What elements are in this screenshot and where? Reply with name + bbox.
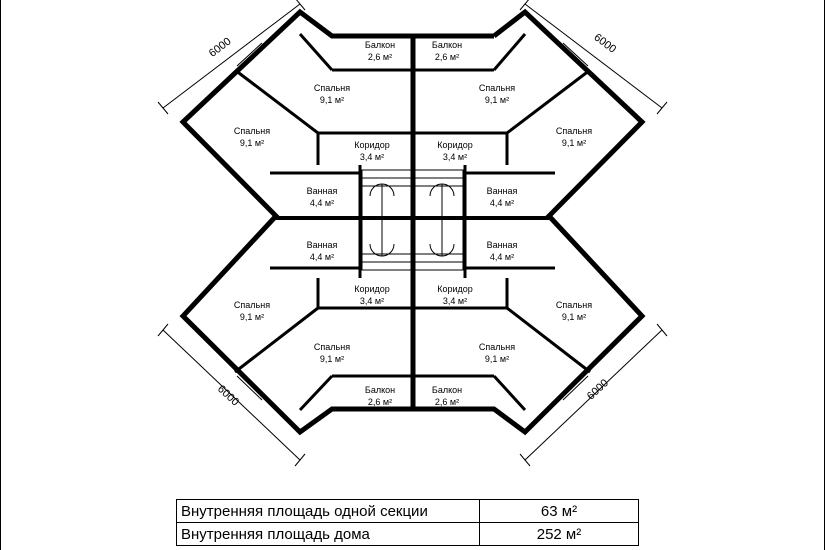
table-row — [177, 523, 639, 546]
room-area: 9,1 м² — [484, 354, 510, 364]
room-name: Спальня — [555, 126, 593, 136]
table-cell-value: 252 м² — [480, 523, 639, 546]
room-area: 9,1 м² — [561, 312, 587, 322]
room-name: Ванная — [486, 186, 518, 196]
room-name: Коридор — [437, 140, 473, 150]
room-bedroom-bottom-left-inner — [314, 342, 350, 364]
room-name: Балкон — [431, 385, 463, 395]
room-name: Спальня — [233, 300, 271, 310]
room-area: 3,4 м² — [442, 296, 468, 306]
room-area: 3,4 м² — [359, 296, 385, 306]
room-area: 3,4 м² — [359, 152, 385, 162]
room-name: Балкон — [364, 40, 396, 50]
dimension-label-bottom-right: 6000 — [584, 377, 611, 403]
room-area: 2,6 м² — [434, 52, 460, 62]
dimension-label-bottom-left: 6000 — [215, 383, 242, 409]
room-area: 9,1 м² — [484, 95, 510, 105]
room-area: 4,4 м² — [489, 198, 515, 208]
room-name: Спальня — [313, 342, 351, 352]
room-bedroom-top-left-inner — [314, 83, 350, 105]
table-cell-label: Внутренняя площадь одной секции — [177, 500, 480, 523]
room-area: 9,1 м² — [561, 138, 587, 148]
room-name: Спальня — [233, 126, 271, 136]
room-area: 4,4 м² — [309, 198, 335, 208]
room-area: 2,6 м² — [367, 52, 393, 62]
room-corridor-bottom-left — [354, 284, 390, 306]
area-summary-table — [176, 499, 639, 546]
room-name: Ванная — [306, 240, 338, 250]
room-area: 3,4 м² — [442, 152, 468, 162]
room-name: Спальня — [313, 83, 351, 93]
room-area: 2,6 м² — [434, 397, 460, 407]
room-balcony-top-left — [365, 40, 395, 62]
room-name: Ванная — [486, 240, 518, 250]
room-area: 4,4 м² — [489, 252, 515, 262]
room-corridor-top-right — [437, 140, 473, 162]
interior-walls — [235, 34, 593, 410]
room-bathroom-bottom-right — [487, 240, 518, 262]
room-balcony-bottom-left — [365, 385, 395, 407]
room-bedroom-bottom-right-outer — [556, 300, 592, 322]
room-name: Спальня — [478, 83, 516, 93]
room-corridor-top-left — [354, 140, 390, 162]
room-name: Спальня — [478, 342, 516, 352]
room-area: 9,1 м² — [319, 354, 345, 364]
room-bedroom-bottom-left-outer — [234, 300, 270, 322]
room-name: Балкон — [431, 40, 463, 50]
room-balcony-bottom-right — [432, 385, 462, 407]
room-bathroom-top-left — [307, 186, 338, 208]
room-bedroom-top-right-outer — [556, 126, 592, 148]
room-balcony-top-right — [432, 40, 462, 62]
room-corridor-bottom-right — [437, 284, 473, 306]
room-bedroom-top-left-outer — [234, 126, 270, 148]
room-name: Ванная — [306, 186, 338, 196]
room-area: 2,6 м² — [367, 397, 393, 407]
room-bedroom-top-right-inner — [479, 83, 515, 105]
room-name: Коридор — [437, 284, 473, 294]
room-bedroom-bottom-right-inner — [479, 342, 515, 364]
table-cell-value: 63 м² — [480, 500, 639, 523]
table-cell-label: Внутренняя площадь дома — [177, 523, 480, 546]
dimension-label-top-right: 6000 — [591, 31, 619, 56]
room-area: 9,1 м² — [319, 95, 345, 105]
room-area: 9,1 м² — [239, 312, 265, 322]
room-area: 4,4 м² — [309, 252, 335, 262]
room-bathroom-top-right — [487, 186, 518, 208]
room-area: 9,1 м² — [239, 138, 265, 148]
room-name: Коридор — [354, 284, 390, 294]
room-name: Коридор — [354, 140, 390, 150]
room-bathroom-bottom-left — [307, 240, 338, 262]
room-name: Спальня — [555, 300, 593, 310]
table-row — [177, 500, 639, 523]
room-name: Балкон — [364, 385, 396, 395]
dimension-label-top-left: 6000 — [206, 35, 234, 60]
